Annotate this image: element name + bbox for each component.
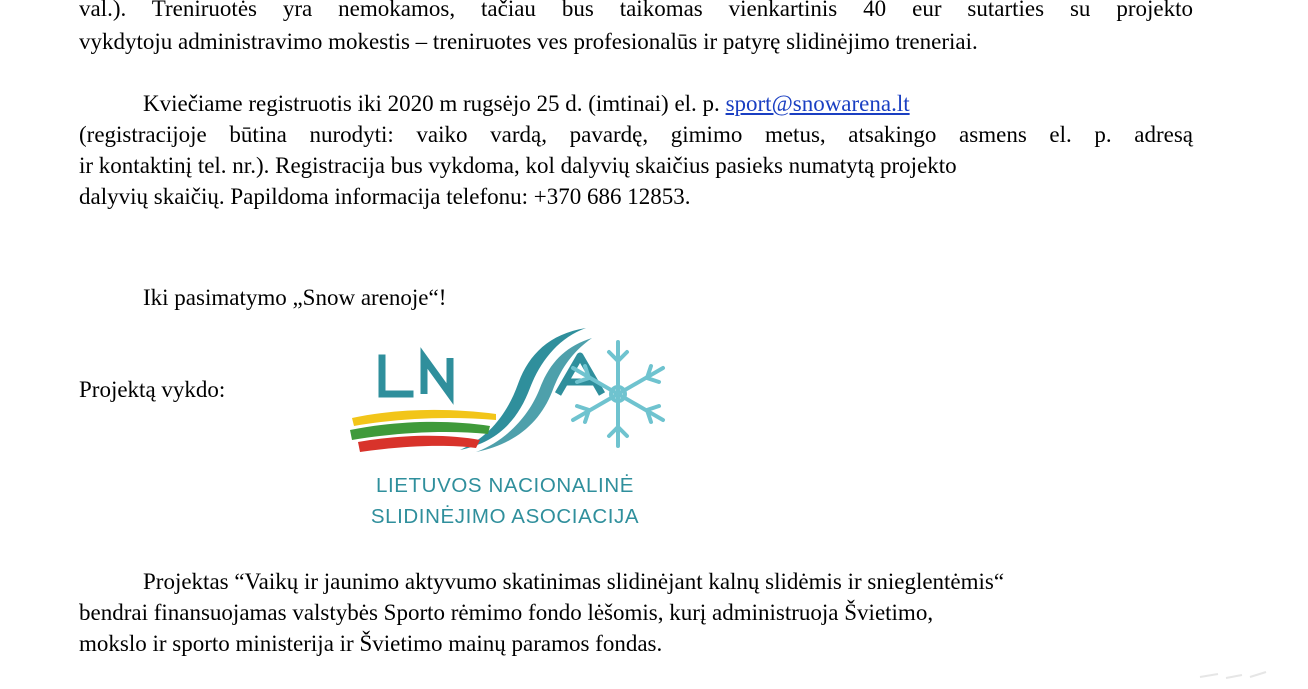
paragraph-2-line-3: ir kontaktinį tel. nr.). Registracija bus vykdoma, kol dalyvių skaičius pasieks numatytą projekto	[79, 153, 957, 178]
paragraph-3-line-3: mokslo ir sporto ministerija ir Švietimo mainų paramos fondas.	[79, 631, 663, 656]
logo-letter-n	[424, 358, 450, 394]
scan-artifact	[1198, 669, 1268, 681]
email-link[interactable]: sport@snowarena.lt	[725, 91, 910, 116]
paragraph-3-line-2: bendrai finansuojamas valstybės Sporto rėmimo fondo lėšomis, kurį administruoja Švietimo,	[79, 600, 934, 625]
lnsa-logo	[340, 322, 670, 537]
paragraph-3-line-1: Projektas “Vaikų ir jaunimo aktyvumo skatinimas slidinėjant kalnų slidėmis ir snieglentėmis“	[143, 569, 1005, 594]
snowflake-icon	[573, 342, 663, 446]
logo-caption-line-2: SLIDINĖJIMO ASOCIACIJA	[370, 505, 640, 528]
project-executor-label: Projektą vykdo:	[79, 377, 226, 402]
paragraph-1-line-1: val.). Treniruotės yra nemokamos, tačiau bus taikomas vienkartinis 40 eur sutarties su projekto	[79, 0, 1193, 21]
lnsa-logo-graphic	[340, 322, 670, 472]
paragraph-1-line-2: vykdytoju administravimo mokestis – treniruotes ves profesionalūs ir patyrę slidinėjimo treneriai.	[79, 29, 978, 54]
paragraph-2-line-4: dalyvių skaičių. Papildoma informacija telefonu: +370 686 12853.	[79, 184, 691, 209]
greeting: Iki pasimatymo „Snow arenoje“!	[143, 285, 447, 310]
logo-letter-l	[382, 358, 410, 394]
registration-text: Kviečiame registruotis iki 2020 m rugsėjo 25 d. (imtinai) el. p.	[143, 91, 726, 116]
paragraph-2-line-1	[143, 89, 910, 119]
paragraph-2-line-2: (registracijoje būtina nurodyti: vaiko vardą, pavardę, gimimo metus, atsakingo asmens el. p. adresą	[79, 122, 1193, 147]
logo-caption-line-1: LIETUVOS NACIONALINĖ	[375, 474, 635, 497]
